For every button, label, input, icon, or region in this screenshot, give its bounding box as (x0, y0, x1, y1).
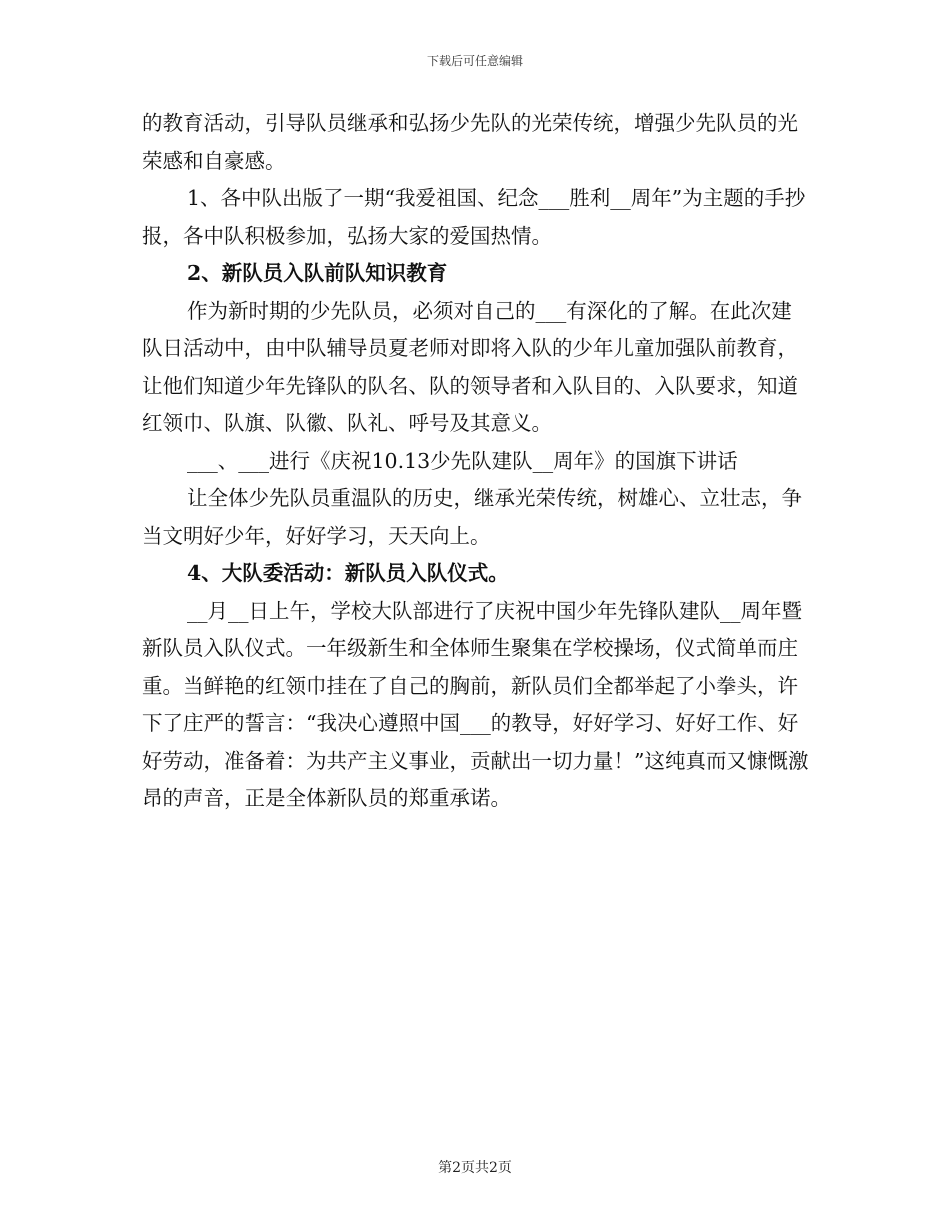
paragraph-knowledge-education: 作为新时期的少先队员，必须对自己的___有深化的了解。在此次建队日活动中，由中队辅导员夏老师对即将入队的少年儿童加强队前教育，让他们知道少年先锋队的队名、队的领导者和入队目的、入队要求，知道红领巾、队旗、队徽、队礼、呼号及其意义。 (142, 298, 798, 435)
paragraph-item-1: 1、各中队出版了一期“我爱祖国、纪念___胜利__周年”为主题的手抄报，各中队积极参加，弘扬大家的爱国热情。 (142, 186, 806, 248)
paragraph-review-history: 让全体少先队员重温队的历史，继承光荣传统，树雄心、立壮志，争当文明好少年，好好学习，天天向上。 (142, 486, 802, 548)
page-header: 下载后可任意编辑 (426, 54, 523, 68)
paragraph-flag-speech: ___、___进行《庆祝10.13少先队建队__周年》的国旗下讲话 (187, 448, 738, 473)
paragraph-induction-ceremony: __月__日上午，学校大队部进行了庆祝中国少年先锋队建队__周年暨新队员入队仪式。一年级新生和全体师生聚集在学校操场，仪式简单而庄重。当鲜艳的红领巾挂在了自己的胸前，新队员们全都举起了小拳头，许下了庄严的誓言：“我决心遵照中国___的教导，好好学习、好好工作、好好劳动，准备着：为共产主义事业，贡献出一切力量！”这纯真而又慷慨激昂的声音，正是全体新队员的郑重承诺。 (142, 598, 809, 810)
page-footer: 第2页共2页 (438, 1160, 512, 1176)
section-heading-2: 2、新队员入队前队知识教育 (187, 261, 448, 285)
section-heading-4: 4、大队委活动：新队员入队仪式。 (187, 561, 509, 585)
paragraph-continuation: 的教育活动，引导队员继承和弘扬少先队的光荣传统，增强少先队员的光荣感和自豪感。 (142, 111, 798, 173)
document-body (142, 105, 812, 818)
